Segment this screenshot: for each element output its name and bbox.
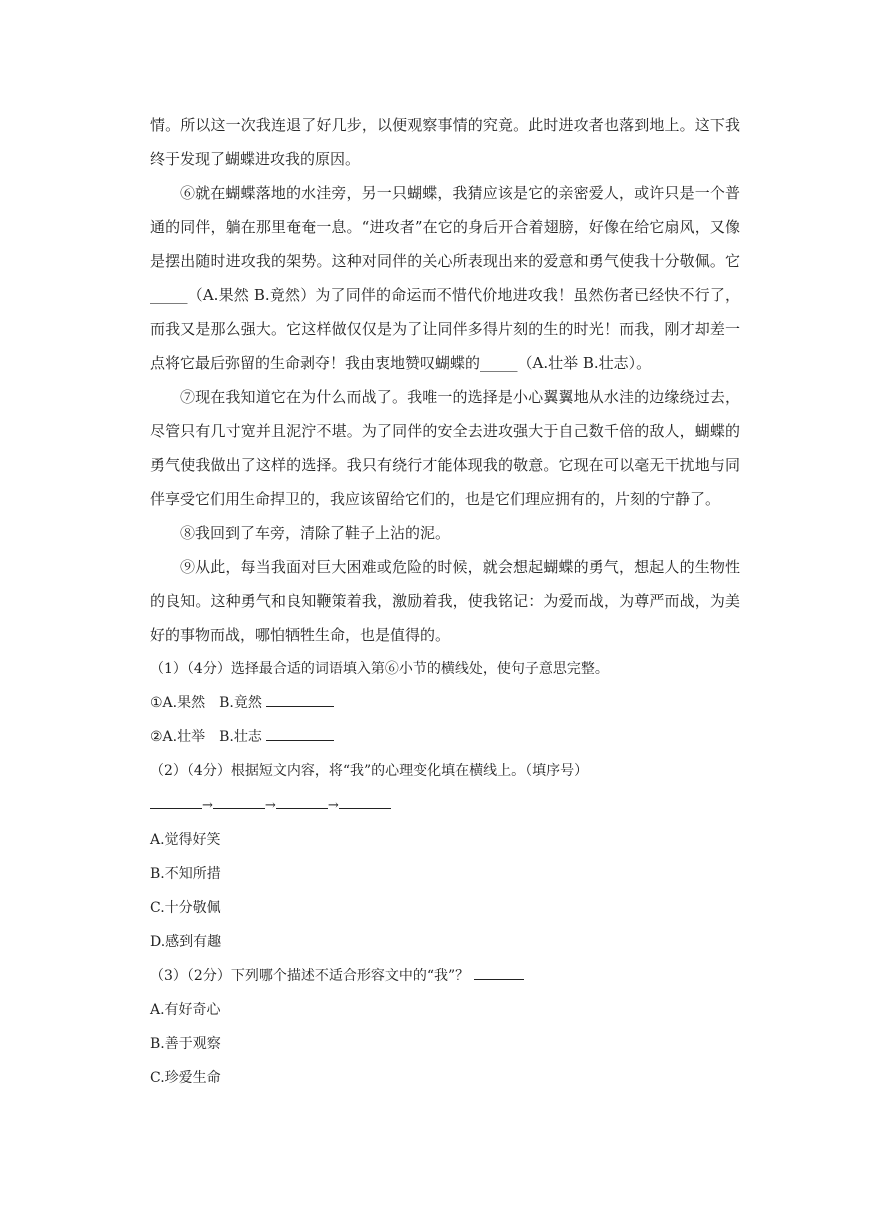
answer-blank[interactable] (339, 792, 391, 809)
question-2 (150, 754, 740, 959)
question-2-option-b: B.不知所措 (150, 866, 221, 882)
arrow-icon: → (264, 798, 276, 813)
question-1-item-1-text: ①A.果然 B.竟然 (150, 695, 262, 711)
question-3-option-a: A.有好奇心 (150, 1002, 221, 1018)
answer-blank[interactable] (266, 724, 334, 741)
question-2-prompt: （2）（4分）根据短文内容，将“我”的心理变化填在横线上。（填序号） (150, 763, 589, 779)
question-2-option-a: A.觉得好笑 (150, 832, 221, 848)
answer-blank[interactable] (150, 792, 202, 809)
question-2-option-d: D.感到有趣 (150, 934, 222, 950)
paragraph-9: ⑨从此，每当我面对巨大困难或危险的时候，就会想起蝴蝶的勇气，想起人的生物性的良知。这种勇气和良知鞭策着我，激励着我，使我铭记：为爱而战，为尊严而战，为美好的事物而战，哪怕牺牲生命，也是值得的。 (150, 558, 740, 644)
question-3 (150, 959, 740, 1095)
question-3-prompt: （3）（2分）下列哪个描述不适合形容文中的“我”？ (150, 968, 470, 984)
arrow-icon: → (327, 798, 339, 813)
question-2-answer-row (150, 788, 740, 823)
arrow-icon: → (202, 798, 213, 813)
question-1-item-1 (150, 686, 740, 720)
answer-blank[interactable] (213, 792, 265, 809)
paragraph-7: ⑦现在我知道它在为什么而战了。我唯一的选择是小心翼翼地从水洼的边缘绕过去，尽管只有几寸宽并且泥泞不堪。为了同伴的安全去进攻强大于自己数千倍的敌人，蝴蝶的勇气使我做出了这样的选择。我只有绕行才能体现我的敬意。它现在可以毫无干扰地与同伴享受它们用生命捍卫的，我应该留给它们的，也是它们理应拥有的，片刻的宁静了。 (150, 388, 740, 508)
document-page (150, 108, 740, 1095)
question-1 (150, 652, 740, 754)
question-3-prompt-row (150, 959, 740, 993)
question-1-prompt: （1）（4分）选择最合适的词语填入第⑥小节的横线处，使句子意思完整。 (150, 661, 609, 677)
question-3-option-b: B.善于观察 (150, 1036, 221, 1052)
question-3-option-c: C.珍爱生命 (150, 1070, 221, 1086)
question-1-item-2 (150, 720, 740, 754)
answer-blank[interactable] (474, 963, 524, 980)
answer-blank[interactable] (276, 792, 328, 809)
paragraph-5-tail: 情。所以这一次我连退了好几步，以便观察事情的究竟。此时进攻者也落到地上。这下我终于发现了蝴蝶进攻我的原因。 (150, 116, 740, 168)
answer-blank[interactable] (266, 690, 334, 707)
paragraph-8: ⑧我回到了车旁，清除了鞋子上沾的泥。 (180, 524, 451, 542)
question-1-item-2-text: ②A.壮举 B.壮志 (150, 729, 262, 745)
question-2-option-c: C.十分敬佩 (150, 900, 221, 916)
paragraph-6: ⑥就在蝴蝶落地的水洼旁，另一只蝴蝶，我猜应该是它的亲密爱人，或许只是一个普通的同伴，躺在那里奄奄一息。“进攻者”在它的身后开合着翅膀，好像在给它扇风，又像是摆出随时进攻我的架势。这种对同伴的关心所表现出来的爱意和勇气使我十分敬佩。它_____（A.果然 B.竟然）为了同伴的命运而不惜代价地进攻我！虽然伤者已经快不行了，而我又是那么强大。它这样做仅仅是为了让同伴多得片刻的生的时光！而我，刚才却差一点将它最后弥留的生命剥夺！我由衷地赞叹蝴蝶的_____（A.壮举 B.壮志）。 (150, 184, 740, 372)
